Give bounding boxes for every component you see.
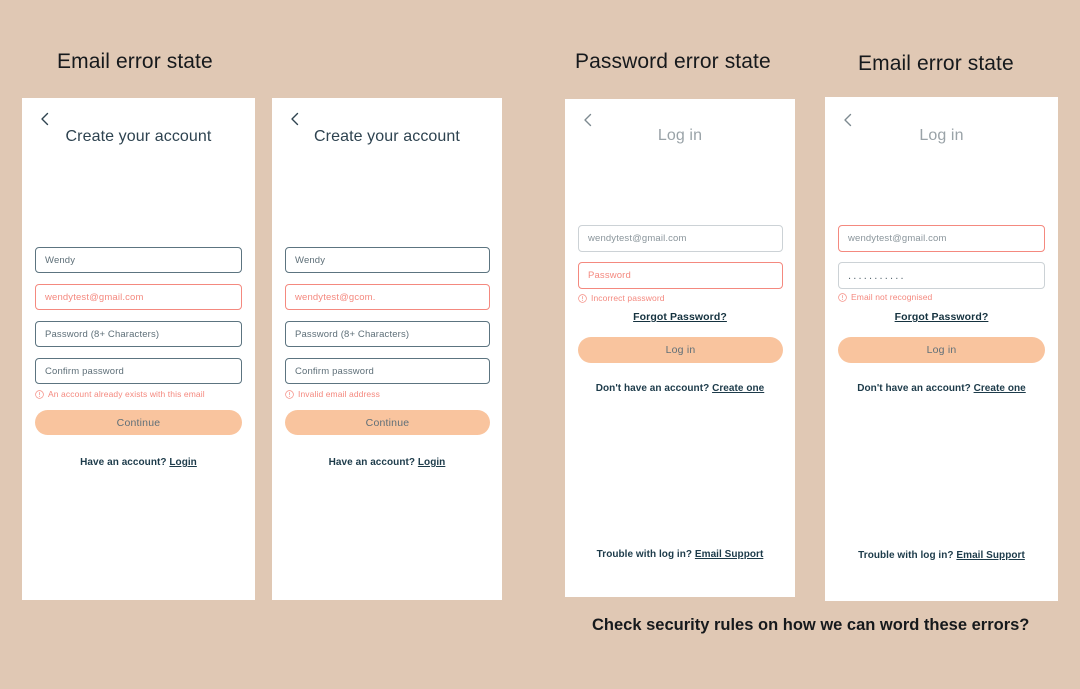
create-account-prompt-text: Don't have an account? [595, 383, 713, 394]
support-prompt [565, 549, 795, 560]
support-prompt-text: Trouble with log in? [596, 549, 695, 560]
login-prompt [22, 457, 255, 468]
error-message-text: Incorrect password [591, 293, 665, 303]
error-message-text: Invalid email address [298, 389, 380, 399]
login-link[interactable]: Login [169, 457, 197, 468]
error-message-text: An account already exists with this email [48, 389, 205, 399]
email-field[interactable]: wendytest@gmail.com [838, 225, 1045, 252]
support-prompt-text: Trouble with log in? [858, 550, 957, 561]
create-account-prompt [825, 383, 1058, 394]
create-account-prompt-text: Don't have an account? [857, 383, 974, 394]
warning-circle-icon [578, 294, 587, 303]
error-message [285, 389, 380, 399]
login-prompt [272, 457, 502, 468]
caption-signup-email-error: Email error state [57, 50, 213, 73]
page-title: Log in [919, 127, 964, 144]
login-button[interactable]: Log in [838, 337, 1045, 363]
support-prompt [825, 550, 1058, 561]
create-one-link[interactable]: Create one [973, 383, 1026, 394]
confirm-password-field[interactable]: Confirm password [35, 358, 242, 384]
caption-login-email-error: Email error state [858, 52, 1014, 75]
footnote-note: Check security rules on how we can word these errors? [592, 616, 1030, 634]
password-field[interactable]: Password (8+ Characters) [35, 321, 242, 347]
email-field[interactable]: wendytest@gcom. [285, 284, 490, 310]
forgot-password-link[interactable]: Forgot Password? [633, 311, 727, 323]
login-prompt-text: Have an account? [80, 457, 170, 468]
warning-circle-icon [285, 390, 294, 399]
create-one-link[interactable]: Create one [712, 383, 765, 394]
caption-login-password-error: Password error state [575, 50, 771, 73]
error-message-text: Email not recognised [851, 292, 933, 302]
confirm-password-field[interactable]: Confirm password [285, 358, 490, 384]
chevron-left-icon[interactable] [286, 110, 304, 128]
login-button[interactable]: Log in [578, 337, 783, 363]
panel-signup-invalid-email [272, 98, 502, 600]
panel-signup-account-exists [22, 98, 255, 600]
forgot-password-link[interactable]: Forgot Password? [894, 311, 989, 323]
email-support-link[interactable]: Email Support [956, 550, 1025, 561]
email-field[interactable]: wendytest@gmail.com [35, 284, 242, 310]
password-field[interactable]: Password (8+ Characters) [285, 321, 490, 347]
warning-circle-icon [838, 293, 847, 302]
error-message [838, 292, 932, 302]
first-name-field[interactable]: Wendy [285, 247, 490, 273]
page-title: Log in [657, 127, 703, 144]
chevron-left-icon[interactable] [36, 110, 54, 128]
error-message [35, 389, 205, 399]
password-masked-value: ........... [848, 269, 906, 282]
continue-button[interactable]: Continue [285, 410, 490, 435]
warning-circle-icon [35, 390, 44, 399]
error-message [578, 293, 665, 303]
page-title: Create your account [65, 128, 212, 145]
login-prompt-text: Have an account? [328, 457, 418, 468]
login-link[interactable]: Login [417, 457, 446, 468]
panel-login-incorrect-password [565, 99, 795, 597]
create-account-prompt [565, 383, 795, 394]
password-field[interactable] [838, 262, 1045, 289]
continue-button[interactable]: Continue [35, 410, 242, 435]
page-title: Create your account [314, 128, 460, 145]
first-name-field[interactable]: Wendy [35, 247, 242, 273]
password-field[interactable]: Password [578, 262, 783, 289]
email-field[interactable]: wendytest@gmail.com [578, 225, 783, 252]
panel-login-email-not-recognised [825, 97, 1058, 601]
email-support-link[interactable]: Email Support [694, 549, 764, 560]
